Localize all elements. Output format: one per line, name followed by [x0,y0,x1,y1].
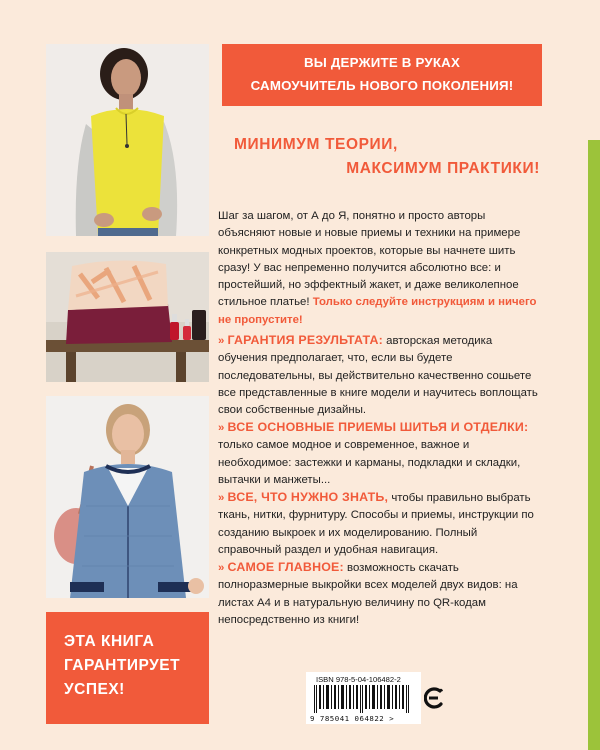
intro-accent: Только следуйте инструкциям и ничего не пропустите! [218,296,537,326]
chevron-marker-icon: » [218,492,225,504]
photo-woman-yellow-top [46,44,209,236]
photo-woman-denim-jacket [46,396,209,598]
chevron-marker-icon: » [218,422,225,434]
feature-text: авторская методика обучения предполагает, что, если вы будете последовательны, вы действительно качественно сошьете все представленные в книге модели и научитесь воплощать свои собственные дизайны. [218,335,538,417]
feature-text: возможность скачать полноразмерные выкройки всех моделей двух видов: на листах А4 и в натуральную величину по QR-кодам непосредственно из книги! [218,562,518,626]
banner-line-1: ВЫ ДЕРЖИТЕ В РУКАХ [303,55,461,70]
isbn-label: ISBN 978-5-04-106482-2 [316,675,401,684]
isbn-barcode [306,672,421,724]
headline [218,133,540,181]
headline-line-2: МАКСИМУМ ПРАКТИКИ! [346,160,540,177]
feature-title: ГАРАНТИЯ РЕЗУЛЬТАТА: [227,333,383,347]
feature-title: САМОЕ ГЛАВНОЕ: [227,560,344,574]
top-banner [222,44,542,106]
guarantee-box [46,612,209,724]
headline-line-1: МИНИМУМ ТЕОРИИ, [234,136,398,153]
barcode-icon [312,685,416,713]
guarantee-line-2: ГАРАНТИРУЕТ [64,657,181,674]
feature-text: только самое модное и современное, важное и необходимое: застежки и карманы, подкладки и складки, вытачки и манжеты... [218,439,521,486]
photo-cosmetic-bag [46,252,209,382]
guarantee-line-1: ЭТА КНИГА [64,633,155,650]
feature-item [218,419,542,489]
feature-item [218,332,542,419]
feature-item [218,489,542,559]
feature-title: ВСЕ, ЧТО НУЖНО ЗНАТЬ, [227,490,389,504]
intro-text: Шаг за шагом, от А до Я, понятно и просто авторы объясняют новые и новые приемы и техники на примере конкретных модных проектов, которые вы начнете шить сразу! У вас непременно получится абсолютно все: и простейший, но эффектный жакет, и даже великолепное стильное платье! [218,210,521,309]
intro-paragraph [218,208,542,329]
chevron-marker-icon: » [218,335,225,347]
guarantee-line-3: УСПЕХ! [64,681,125,698]
feature-text: чтобы правильно выбрать ткань, нитки, фурнитуру. Способы и приемы, инструкции по созданию выкроек и их моделированию. Полный справочный раздел и удобная навигация. [218,492,534,556]
green-side-strip [588,140,600,750]
eksmo-e-logo-icon [424,686,444,710]
feature-title: ВСЕ ОСНОВНЫЕ ПРИЕМЫ ШИТЬЯ И ОТДЕЛКИ: [227,420,529,434]
chevron-marker-icon: » [218,562,225,574]
banner-line-2: САМОУЧИТЕЛЬ НОВОГО ПОКОЛЕНИЯ! [250,78,514,93]
barcode-digits: 9 785041 064822 > [310,714,395,723]
feature-item [218,559,542,629]
